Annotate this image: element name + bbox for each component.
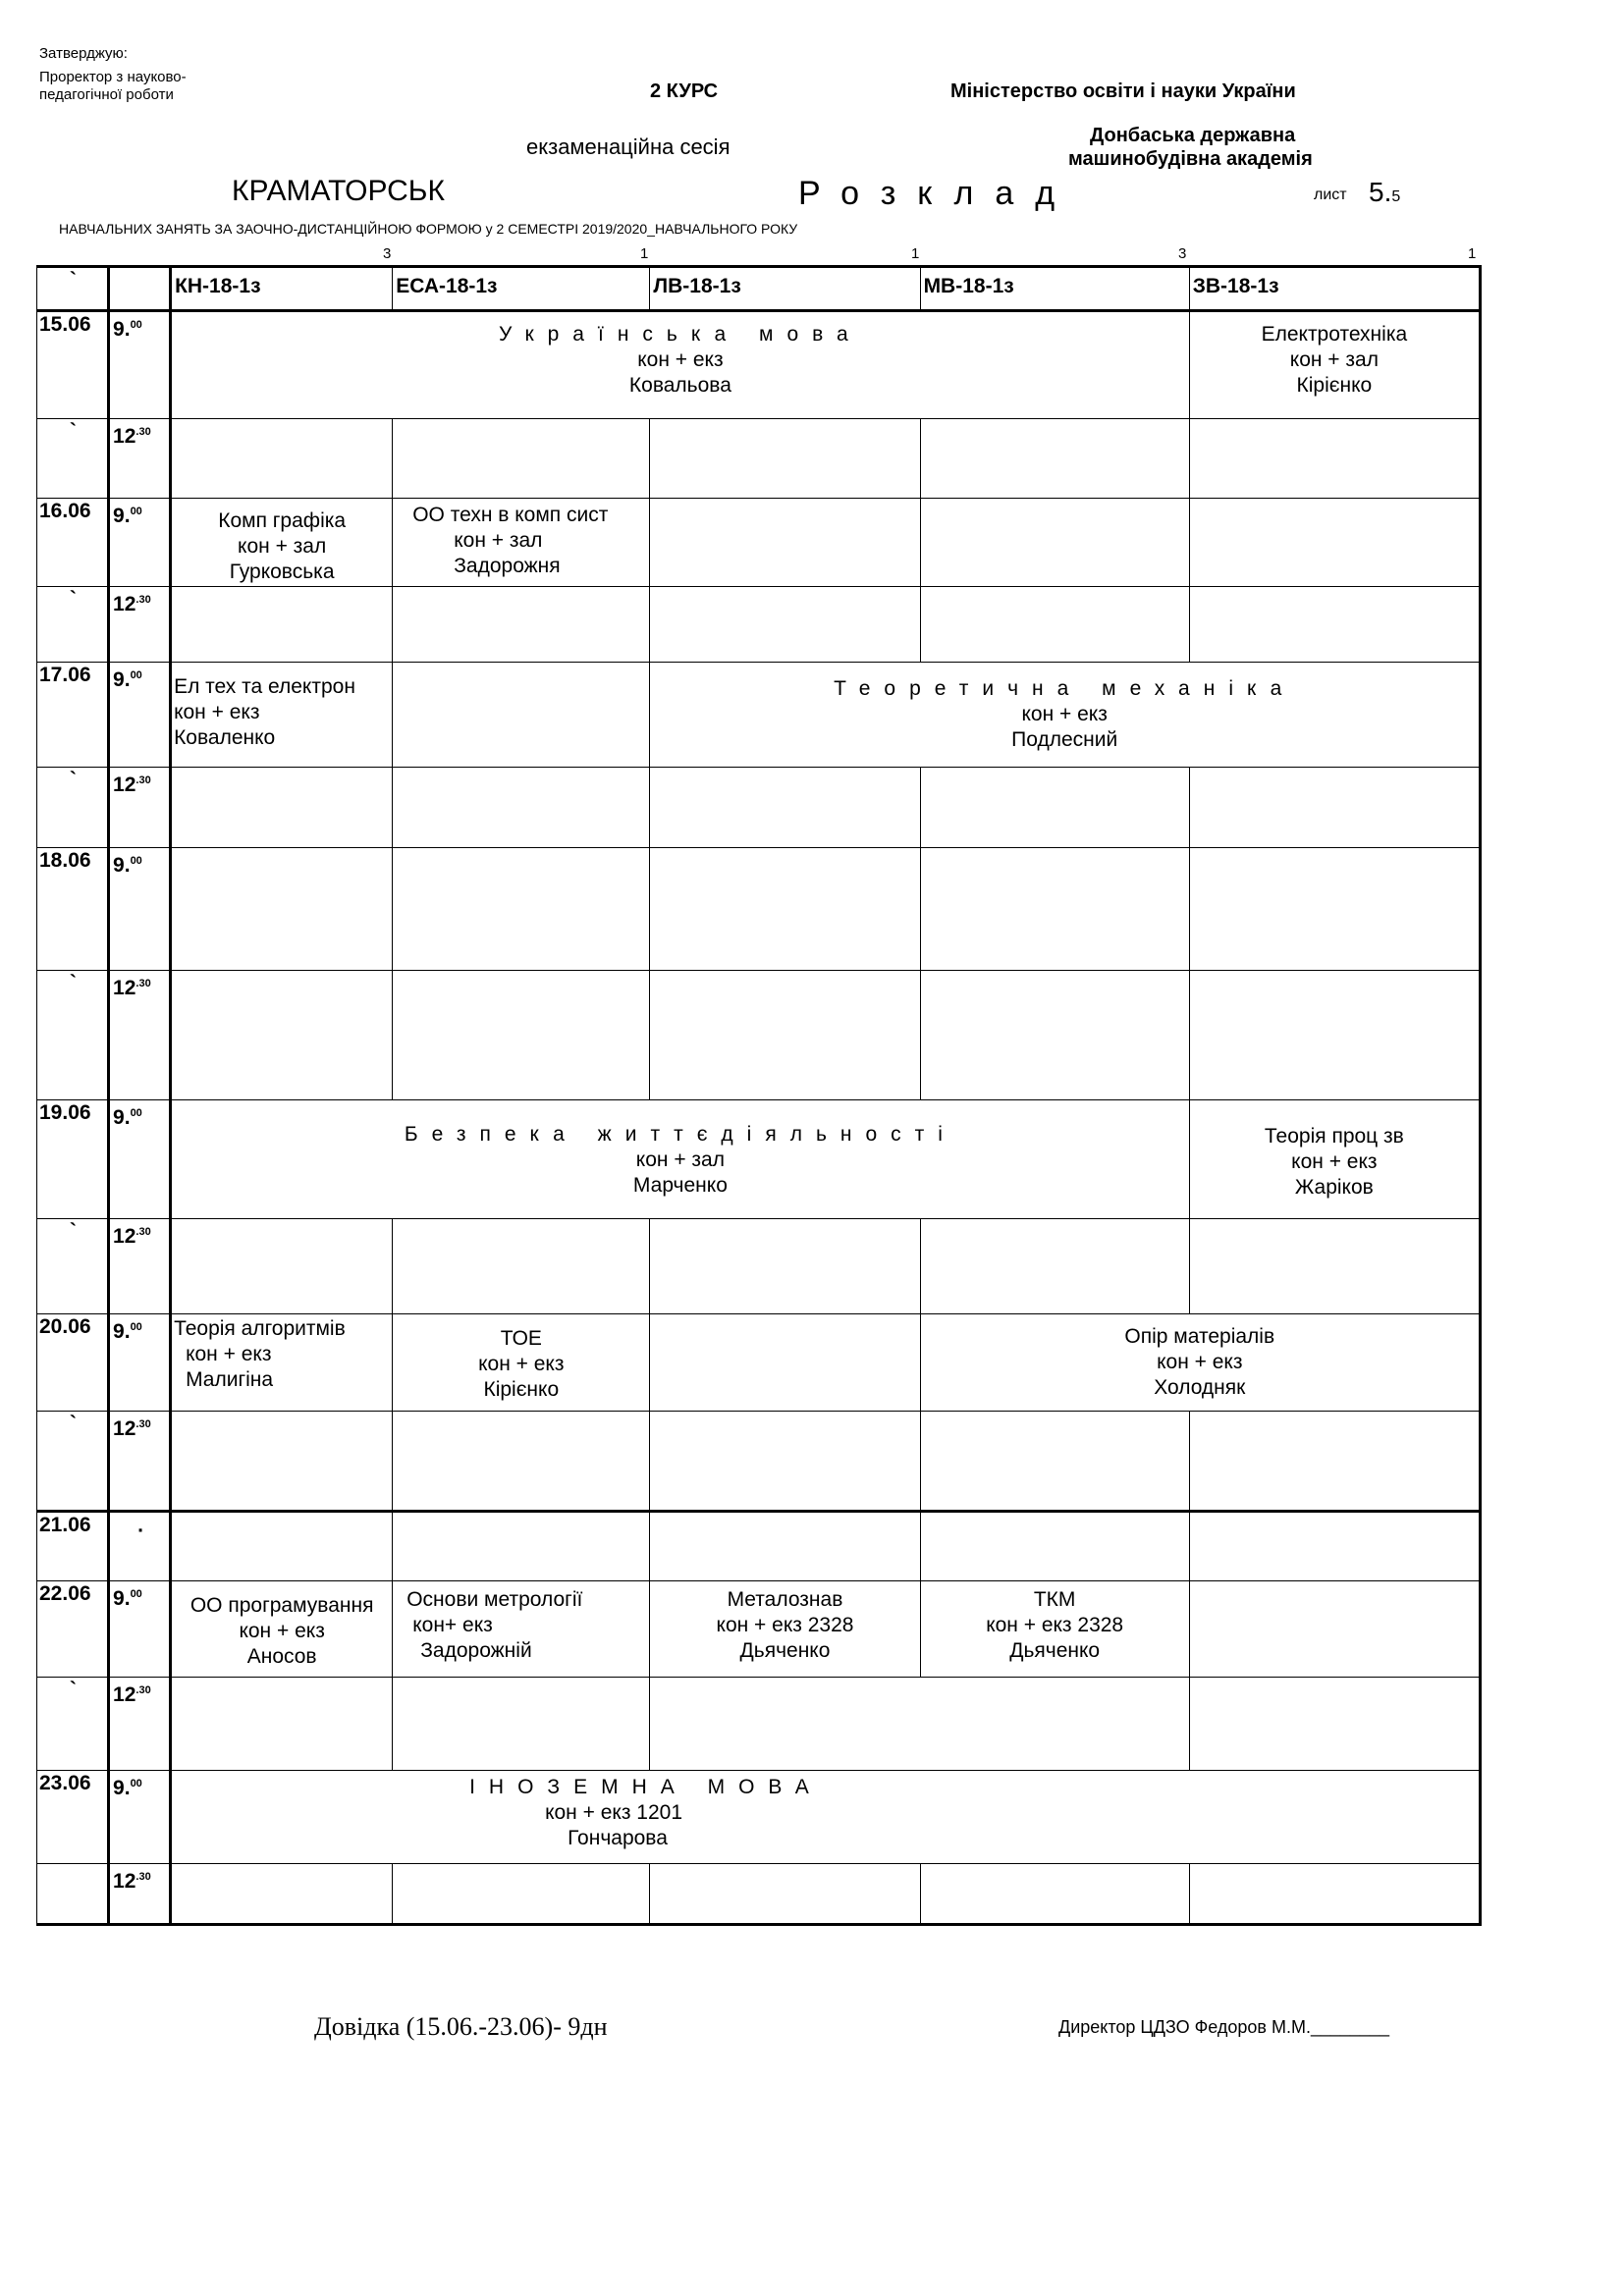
empty-cell	[171, 587, 393, 663]
empty-cell	[1189, 1219, 1480, 1314]
time-cell: 9.00	[109, 848, 171, 971]
empty-cell	[393, 1412, 650, 1512]
lesson-title: ОО техн в комп сист	[412, 504, 609, 526]
lesson-teacher: Коваленко	[174, 726, 276, 749]
empty-cell	[393, 663, 650, 768]
lesson-title: Теоретична механіка	[834, 677, 1296, 700]
approve-label: Затверджую:	[39, 45, 128, 62]
lesson-title: Українська мова	[499, 323, 862, 346]
group-header-kn: КН-18-1з	[171, 267, 393, 311]
date-cell: 23.06	[37, 1771, 109, 1864]
lesson-type: кон + зал	[238, 535, 327, 558]
time-cell: $12^{.30}$	[109, 1864, 171, 1925]
lesson-inozemna	[171, 1771, 1481, 1864]
empty-cell	[1189, 419, 1480, 499]
ministry-label: Міністерство освіти і науки України	[950, 80, 1296, 102]
sheet-number-wrap	[1369, 177, 1400, 208]
group-header-zv: ЗВ-18-1з	[1189, 267, 1480, 311]
lesson-teacher: Кірієнко	[483, 1378, 560, 1401]
empty-cell	[650, 768, 920, 848]
lesson-toe	[393, 1314, 650, 1412]
tick-cell: `	[37, 587, 109, 663]
empty-cell	[393, 1219, 650, 1314]
course-label: 2 КУРС	[650, 80, 719, 102]
row-1506-pm	[37, 419, 1481, 499]
lesson-opir-mat	[920, 1314, 1480, 1412]
lesson-title: ТОЕ	[500, 1327, 542, 1350]
col-number-3: 1	[911, 245, 920, 262]
empty-cell	[171, 1412, 393, 1512]
lesson-type: кон + екз 1201	[545, 1801, 682, 1824]
time-cell: $12^{.30}$	[109, 971, 171, 1100]
empty-cell	[920, 1512, 1189, 1581]
row-2306-am	[37, 1771, 1481, 1864]
lesson-teacher: Дьяченко	[1009, 1639, 1101, 1662]
tick-cell: `	[37, 1412, 109, 1512]
lesson-teacher: Задорожня	[454, 555, 561, 577]
lesson-type: кон + екз	[1291, 1150, 1378, 1173]
tick-cell: `	[37, 419, 109, 499]
lesson-teacher: Холодняк	[1154, 1376, 1246, 1399]
sheet-label: лист	[1314, 187, 1347, 203]
empty-cell	[650, 848, 920, 971]
lesson-teor-mekhanika	[650, 663, 1481, 768]
row-1906-am	[37, 1100, 1481, 1219]
time-cell: 9.00	[109, 499, 171, 587]
time-cell: $12^{.30}$	[109, 768, 171, 848]
lesson-type: кон + зал	[1289, 348, 1379, 371]
lesson-title: Безпека життєдіяльності	[404, 1123, 956, 1146]
empty-cell	[650, 1864, 920, 1925]
empty-cell	[920, 1219, 1189, 1314]
empty-cell	[171, 971, 393, 1100]
footer-note: Довідка (15.06.-23.06)- 9дн	[314, 2012, 608, 2041]
row-1606-am	[37, 499, 1481, 587]
lesson-oo-prog	[171, 1581, 393, 1678]
empty-cell	[920, 1864, 1189, 1925]
time-cell: $12^{.30}$	[109, 587, 171, 663]
lesson-type: кон + екз	[186, 1343, 272, 1365]
lesson-teoriya-proc	[1189, 1100, 1480, 1219]
group-header-mv: МВ-18-1з	[920, 267, 1189, 311]
empty-cell	[1189, 1864, 1480, 1925]
group-header-lv: ЛВ-18-1з	[650, 267, 920, 311]
lesson-teacher: Жаріков	[1294, 1176, 1374, 1199]
lesson-teacher: Гончарова	[568, 1827, 668, 1849]
lesson-type: кон + зал	[454, 529, 543, 552]
col-number-5: 1	[1468, 245, 1477, 262]
lesson-type: кон + екз	[1157, 1351, 1243, 1373]
tick-cell: `	[37, 1678, 109, 1771]
date-cell: 21.06	[37, 1512, 109, 1581]
lesson-title: ІНОЗЕМНА МОВА	[469, 1776, 823, 1798]
subtitle: НАВЧАЛЬНИХ ЗАНЯТЬ ЗА ЗАОЧНО-ДИСТАНЦІЙНОЮ ФОРМОЮ у 2 СЕМЕСТРІ 2019/2020_НАВЧАЛЬНОГО РОКУ	[59, 221, 798, 237]
lesson-bzhd	[171, 1100, 1190, 1219]
sheet-number: 5.	[1369, 177, 1392, 207]
row-2006-am	[37, 1314, 1481, 1412]
lesson-teacher: Гурковська	[229, 561, 335, 583]
lesson-type: кон + екз 2328	[716, 1614, 854, 1636]
lesson-type: кон + екз	[478, 1353, 565, 1375]
time-cell: 9.00	[109, 1771, 171, 1864]
approver-line-1: Проректор з науково-	[39, 69, 187, 85]
empty-cell	[920, 419, 1189, 499]
lesson-type: кон + екз	[174, 701, 260, 723]
footer-director: Директор ЦДЗО Федоров М.М.________	[1058, 2017, 1390, 2037]
empty-cell	[393, 768, 650, 848]
row-1906-pm	[37, 1219, 1481, 1314]
lesson-title: Теорія проц зв	[1264, 1125, 1404, 1148]
empty-cell	[171, 848, 393, 971]
empty-cell	[1189, 768, 1480, 848]
row-1506-am	[37, 311, 1481, 419]
empty-cell	[1189, 1678, 1480, 1771]
empty-cell	[650, 1314, 920, 1412]
empty-cell	[393, 1678, 650, 1771]
corner-cell	[37, 267, 109, 311]
row-1606-pm	[37, 587, 1481, 663]
lesson-teacher: Дьяченко	[739, 1639, 831, 1662]
lesson-type: кон + екз	[637, 348, 724, 371]
row-2106	[37, 1512, 1481, 1581]
time-cell: 9.00	[109, 1581, 171, 1678]
approver-line-2: педагогічної роботи	[39, 86, 174, 103]
time-cell: $12^{.30}$	[109, 1678, 171, 1771]
tick-cell: `	[37, 1219, 109, 1314]
row-2206-pm	[37, 1678, 1481, 1771]
empty-cell	[1189, 1581, 1480, 1678]
empty-cell	[650, 587, 920, 663]
lesson-ukr-mova	[171, 311, 1190, 419]
empty-cell	[393, 419, 650, 499]
page-title: Розклад	[798, 175, 1077, 212]
empty-cell	[920, 587, 1189, 663]
corner-time-cell	[109, 267, 171, 311]
empty-date-cell	[37, 1864, 109, 1925]
lesson-teacher: Ковальова	[628, 374, 731, 397]
empty-cell	[393, 1512, 650, 1581]
empty-cell	[650, 971, 920, 1100]
empty-cell	[650, 1219, 920, 1314]
lesson-type: кон + екз	[239, 1620, 325, 1642]
empty-cell	[650, 1512, 920, 1581]
group-header-esa: ЕСА-18-1з	[393, 267, 650, 311]
date-cell: 16.06	[37, 499, 109, 587]
time-cell: $12^{.30}$	[109, 419, 171, 499]
empty-cell	[650, 499, 920, 587]
time-cell: 9.00	[109, 1100, 171, 1219]
time-cell: $12^{.30}$	[109, 1412, 171, 1512]
lesson-elektrotekhnika	[1189, 311, 1480, 419]
lesson-type: кон+ екз	[412, 1614, 493, 1636]
empty-cell	[920, 499, 1189, 587]
empty-cell	[920, 971, 1189, 1100]
empty-cell	[650, 1412, 920, 1512]
empty-cell	[1189, 848, 1480, 971]
col-number-4: 3	[1178, 245, 1187, 262]
row-1706-am	[37, 663, 1481, 768]
empty-cell	[1189, 587, 1480, 663]
empty-cell	[171, 1219, 393, 1314]
lesson-teoriya-alg	[171, 1314, 393, 1412]
empty-cell	[393, 848, 650, 971]
time-cell: ·	[109, 1512, 171, 1581]
row-2206-am	[37, 1581, 1481, 1678]
lesson-teacher: Аносов	[246, 1645, 317, 1668]
lesson-teacher: Кірієнко	[1296, 374, 1373, 397]
city-label: КРАМАТОРСЬК	[232, 175, 445, 207]
lesson-title: ТКМ	[1033, 1588, 1076, 1611]
empty-cell	[171, 1512, 393, 1581]
tick-cell: `	[37, 768, 109, 848]
lesson-title: Комп графіка	[218, 509, 347, 532]
empty-cell	[171, 1864, 393, 1925]
time-cell: 9.00	[109, 311, 171, 419]
lesson-type: кон + зал	[635, 1148, 725, 1171]
date-cell: 19.06	[37, 1100, 109, 1219]
empty-cell	[171, 768, 393, 848]
row-1806-am	[37, 848, 1481, 971]
date-cell: 15.06	[37, 311, 109, 419]
lesson-oo-tekhn	[393, 499, 650, 587]
empty-cell	[650, 419, 920, 499]
empty-cell	[650, 1678, 1189, 1771]
empty-cell	[171, 419, 393, 499]
academy-line-2: машинобудівна академія	[1068, 148, 1313, 170]
session-label: екзаменаційна сесія	[526, 134, 731, 159]
lesson-title: ОО програмування	[189, 1594, 374, 1617]
lesson-teacher: Подлесний	[1011, 728, 1118, 751]
lesson-teacher: Малигіна	[186, 1368, 274, 1391]
lesson-el-tekh	[171, 663, 393, 768]
empty-cell	[171, 1678, 393, 1771]
time-cell: 9.00	[109, 663, 171, 768]
row-1806-pm	[37, 971, 1481, 1100]
empty-cell	[920, 768, 1189, 848]
date-cell: 17.06	[37, 663, 109, 768]
lesson-title: Електротехніка	[1261, 323, 1408, 346]
schedule-table	[36, 265, 1482, 1926]
lesson-title: Основи метрології	[406, 1588, 583, 1611]
time-cell: $12^{.30}$	[109, 1219, 171, 1314]
lesson-type: кон + екз	[1021, 703, 1108, 725]
date-cell: 20.06	[37, 1314, 109, 1412]
tick-cell: `	[37, 971, 109, 1100]
empty-cell	[393, 971, 650, 1100]
lesson-title: Опір матеріалів	[1124, 1325, 1275, 1348]
date-cell: 22.06	[37, 1581, 109, 1678]
row-2006-pm	[37, 1412, 1481, 1512]
col-number-1: 3	[383, 245, 392, 262]
time-cell: 9.00	[109, 1314, 171, 1412]
empty-cell	[393, 1864, 650, 1925]
academy-line-1: Донбаська державна	[1090, 125, 1296, 146]
empty-cell	[1189, 1412, 1480, 1512]
lesson-tkm	[920, 1581, 1189, 1678]
lesson-title: Теорія алгоритмів	[174, 1317, 346, 1340]
empty-cell	[1189, 1512, 1480, 1581]
corner-mark: `	[70, 269, 78, 292]
col-number-2: 1	[640, 245, 649, 262]
empty-cell	[920, 1412, 1189, 1512]
lesson-title: Ел тех та електрон	[174, 675, 355, 698]
lesson-teacher: Задорожній	[420, 1639, 532, 1662]
empty-cell	[920, 848, 1189, 971]
empty-cell	[393, 587, 650, 663]
lesson-teacher: Марченко	[632, 1174, 728, 1197]
lesson-metaloznav	[650, 1581, 920, 1678]
lesson-type: кон + екз 2328	[986, 1614, 1124, 1636]
row-1706-pm	[37, 768, 1481, 848]
empty-cell	[1189, 499, 1480, 587]
lesson-komp-grafika	[171, 499, 393, 587]
header-row	[37, 267, 1481, 311]
row-2306-pm	[37, 1864, 1481, 1925]
sheet-sub: 5	[1391, 188, 1401, 205]
date-cell: 18.06	[37, 848, 109, 971]
lesson-title: Металознав	[727, 1588, 843, 1611]
empty-cell	[1189, 971, 1480, 1100]
lesson-metrologiya	[393, 1581, 650, 1678]
